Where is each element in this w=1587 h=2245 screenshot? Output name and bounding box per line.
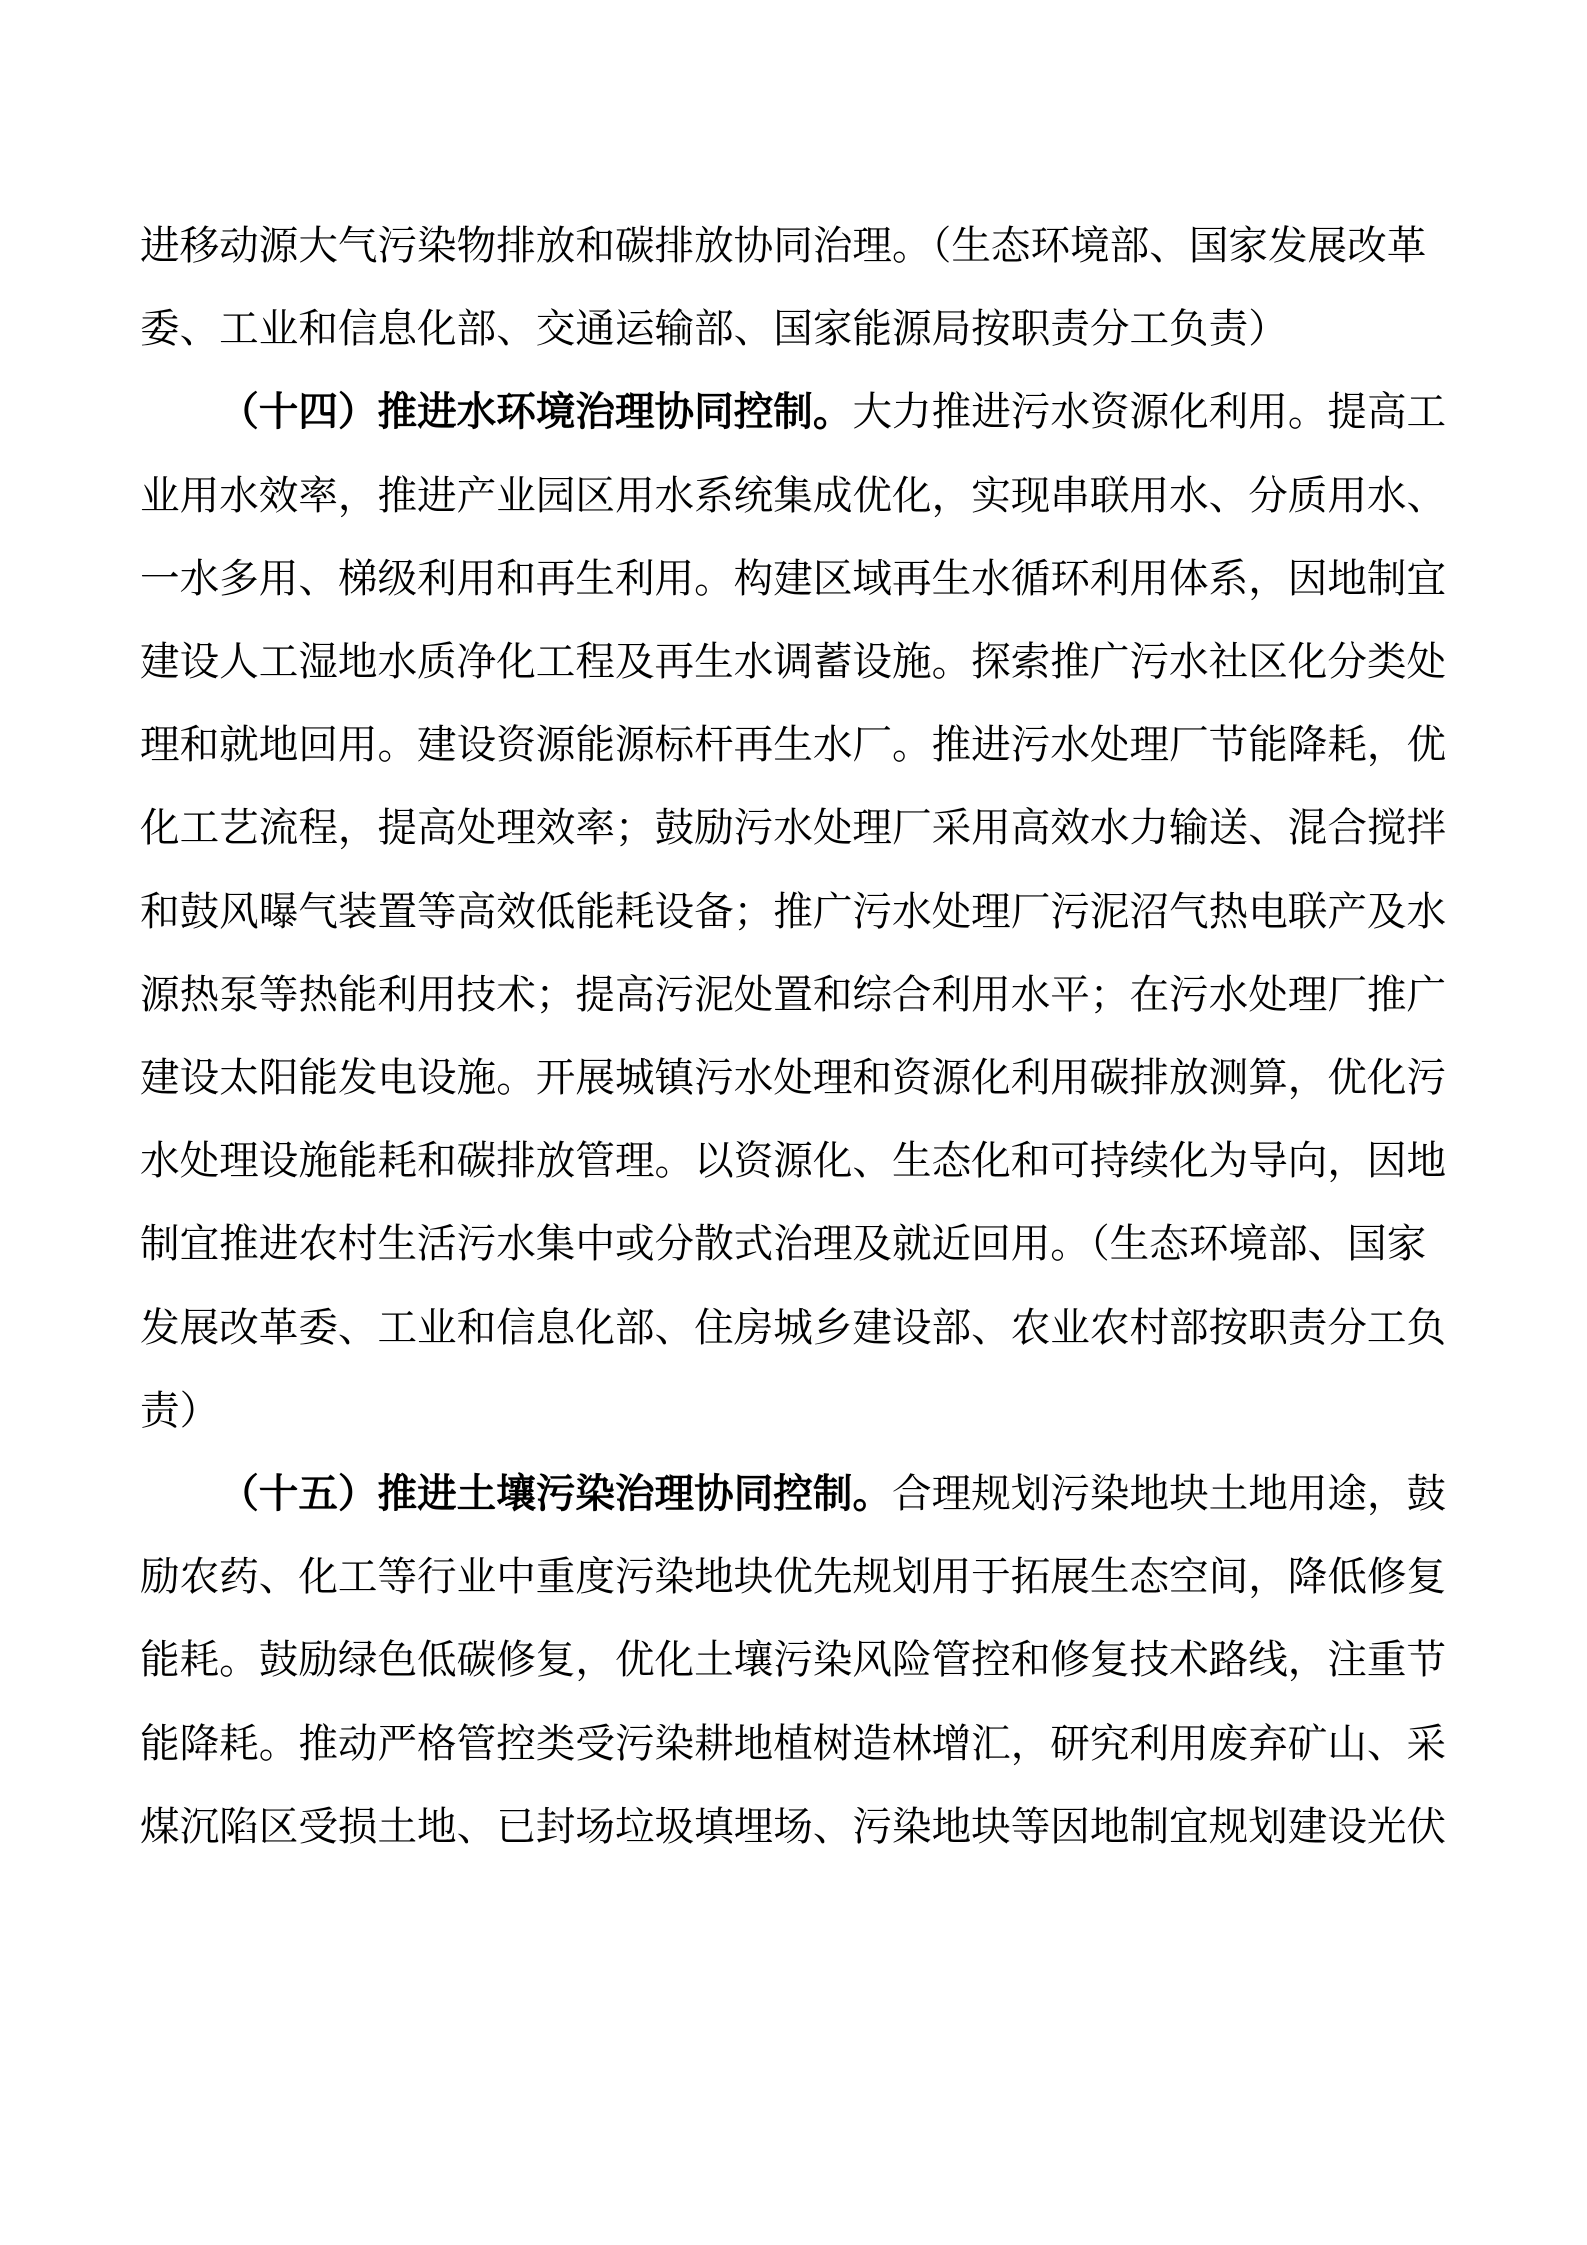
line-text: 化工艺流程，提高处理效率；鼓励污水处理厂采用高效水力输送、混合搅拌 bbox=[140, 806, 1447, 851]
text-line-17 bbox=[140, 1536, 1450, 1619]
line-text: 制宜推进农村生活污水集中或分散式治理及就近回用。（生态环境部、国家 bbox=[140, 1222, 1427, 1267]
text-line-6 bbox=[140, 621, 1450, 704]
line-text: 能耗。鼓励绿色低碳修复，优化土壤污染风险管控和修复技术路线，注重节 bbox=[140, 1638, 1447, 1683]
text-line-9 bbox=[140, 871, 1450, 954]
text-line-11 bbox=[140, 1037, 1450, 1120]
line-text: 源热泵等热能利用技术；提高污泥处置和综合利用水平；在污水处理厂推广 bbox=[140, 972, 1447, 1017]
text-line-15 bbox=[140, 1370, 1450, 1453]
section-heading-15: （十五）推进土壤污染治理协同控制。 bbox=[219, 1472, 893, 1517]
text-line-2 bbox=[140, 288, 1450, 371]
line-text: 进移动源大气污染物排放和碳排放协同治理。（生态环境部、国家发展改革 bbox=[140, 224, 1427, 268]
line-text: 理和就地回用。建设资源能源标杆再生水厂。推进污水处理厂节能降耗，优 bbox=[140, 723, 1447, 768]
section-heading-14: （十四）推进水环境治理协同控制。 bbox=[219, 390, 853, 435]
text-line-1 bbox=[140, 205, 1450, 288]
line-text: 能降耗。推动严格管控类受污染耕地植树造林增汇，研究利用废弃矿山、采 bbox=[140, 1721, 1447, 1766]
line-text: 业用水效率，推进产业园区用水系统集成优化，实现串联用水、分质用水、 bbox=[140, 473, 1447, 518]
line-text: 责） bbox=[140, 1388, 220, 1433]
line-text: 煤沉陷区受损土地、已封场垃圾填埋场、污染地块等因地制宜规划建设光伏 bbox=[140, 1804, 1447, 1849]
text-line-13 bbox=[140, 1203, 1450, 1286]
text-line-20 bbox=[140, 1786, 1450, 1869]
text-line-12 bbox=[140, 1120, 1450, 1203]
text-line-18 bbox=[140, 1619, 1450, 1702]
text-line-10 bbox=[140, 954, 1450, 1037]
text-line-3-section-14 bbox=[140, 371, 1450, 454]
line-text: 励农药、化工等行业中重度污染地块优先规划用于拓展生态空间，降低修复 bbox=[140, 1555, 1447, 1600]
text-line-8 bbox=[140, 787, 1450, 870]
line-text: 一水多用、梯级利用和再生利用。构建区域再生水循环利用体系，因地制宜 bbox=[140, 556, 1447, 601]
line-text: 合理规划污染地块土地用途，鼓 bbox=[892, 1472, 1447, 1517]
line-text: 委、工业和信息化部、交通运输部、国家能源局按职责分工负责） bbox=[140, 307, 1288, 352]
line-text: 和鼓风曝气装置等高效低能耗设备；推广污水处理厂污泥沼气热电联产及水 bbox=[140, 889, 1447, 934]
text-line-19 bbox=[140, 1703, 1450, 1786]
text-line-14 bbox=[140, 1287, 1450, 1370]
line-text: 建设太阳能发电设施。开展城镇污水处理和资源化利用碳排放测算，优化污 bbox=[140, 1056, 1447, 1101]
text-line-16-section-15 bbox=[140, 1453, 1450, 1536]
text-line-4 bbox=[140, 455, 1450, 538]
document-text-block bbox=[140, 205, 1450, 1869]
text-line-7 bbox=[140, 704, 1450, 787]
text-line-5 bbox=[140, 538, 1450, 621]
line-text: 大力推进污水资源化利用。提高工 bbox=[852, 390, 1447, 435]
line-text: 水处理设施能耗和碳排放管理。以资源化、生态化和可持续化为导向，因地 bbox=[140, 1139, 1447, 1184]
line-text: 建设人工湿地水质净化工程及再生水调蓄设施。探索推广污水社区化分类处 bbox=[140, 640, 1447, 685]
line-text: 发展改革委、工业和信息化部、住房城乡建设部、农业农村部按职责分工负 bbox=[140, 1305, 1447, 1350]
